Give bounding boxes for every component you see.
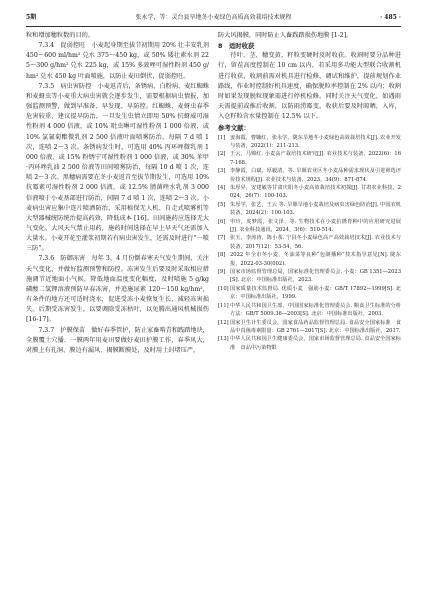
reference-number: [11] — [218, 302, 229, 309]
reference-number: [8] — [218, 252, 226, 259]
references-heading: 参考文献： — [218, 124, 250, 133]
paragraph: 7.3.5 病虫害防控 小麦返青后，条锈病、白粉病、麦红蜘蛛和麦蚜虫等小麦重大病虫害就会逐步发生，需要根据病虫情报，加强监测预警，做到早准备、早发现、早防控。红蜘蛛、麦蚜虫春季危害较重，建议提早防治，一旦发生虫情立即用 50% 抗蚜威可湿性粉剂 4 000 倍液，或 10% 吡虫啉可湿性粉剂 1 000 倍液，或 10% 氯氰菊酯微乳剂 2 500 倍液叶面喷雾防治，每隔 7 d 喷 1 次，连喷 2～3 次。条锈病发生时，可选用 40% 丙环唑微乳剂 1 000 倍液，或 15% 粉锈宁可湿性粉剂 1 000 倍液，或 30% 苯甲·丙环唑乳油 2 500 倍液等田间喷雾防治，每隔 10 d 喷 1 次，连喷 2～3 次。黑穗病需要在冬小麦返青至拔节期发生，可选用 10% 抗霉素可湿性粉剂 2 000 倍液，或 12.5% 腈菌唑水乳剂 3 000 倍液喷于小麦基部进行防治，间隔 7 d 喷 1 次，连喷 2～3 次。小麦病虫害应集中连片喷洒防治，采用植保无人机、自走式喷雾机等大型器械统防统治提高药效，降低成本 [16]。田间施药应选择无大气变化、大风天气禁止用药，施药时间选择在早上早天气还需加入大量水。小麦开花至灌浆初期若有病虫害发生，还需及时进行“一喷三防”。 — [26, 82, 209, 253]
reference-item — [218, 319, 401, 336]
reference-item — [218, 218, 401, 235]
reference-item — [218, 251, 401, 268]
running-title: 张永学，等：灵台县旱地冬小麦绿色高质高效栽培技术规程 — [135, 14, 292, 21]
reference-item — [218, 335, 401, 352]
reference-text: 朱厚学，张艺，王云 等. 旱塬旱地小麦栽培及病虫害绿色防治[J]. 中国农机装备，2024(2)：100-103. — [230, 201, 401, 217]
reference-item — [218, 134, 401, 151]
reference-text: 王云，马锦红. 小麦高产栽培技术研究[J]. 农业技术与装备，2022(6)：167-168. — [230, 151, 401, 166]
reference-text: 张玉，李涛涛，陈小茶. 宁县冬小麦绿色高产高效栽培技术[J]. 农业技术与装备，2017(12)：53-54，56. — [230, 235, 401, 250]
reference-number: [2] — [218, 151, 226, 158]
reference-number: [10] — [218, 285, 229, 292]
reference-number: [4] — [218, 185, 226, 191]
reference-item — [218, 302, 401, 319]
reference-text: 李静霞，白斌，厚毅清，等. 旱塬农业区冬小麦品种需求现状及引进筛选评价技术规程[J]. 农业技术与装备，2023，34(9)：871-874. — [230, 168, 401, 183]
reference-item — [218, 285, 401, 302]
reference-text: 姜海霞，曹镛红，张永学，陇东旱地冬小麦绿色高效栽培技术[J]. 农业开发与装备，2022(1)：211-213. — [230, 134, 401, 149]
section-heading: 8 适时收获 — [218, 42, 255, 51]
reference-text: 国家卫生计生委员会，国家食品药品监督管理总局. 食品安全国家标准 食品中真菌毒素限量：GB 2761—2017[S]. 北京：中国标准出版社，2017. — [230, 319, 401, 334]
header-rule — [26, 26, 401, 27]
reference-text: 中华人民共和国卫生健康委员会，国家市场监督管理总局. 食品安全国家标准 食品中污染物限 — [230, 336, 401, 351]
paragraph: 7.3.6 防御冻害 每年 3、4 月份倒春寒天气发生期间，关注天气变化，并做好监测预警和防控。冻害发生后要及时采取相应措施调节近地面小气候，降低地面温度变化幅度，及时喷施 5 g/kg 磷酸二氢钾溶液预防早春冻害，并追施尿素 120～150 kg/hm²，有条件的地方还可适时浇水，促进受冻小麦恢复生长，减轻冻害损失。后期受冻害发生，以要调除受冻枯叶，以免腾出通风机械损伤 [16-17]。 — [26, 255, 209, 324]
page-number: · 485 · — [380, 14, 401, 21]
reference-number: [9] — [218, 269, 226, 276]
reference-text: 2022 年全市冬小麦、冬油菜等良种“包制播种”技术指导意见[N]. 陇东报，2022-03-30(002). — [230, 252, 401, 267]
reference-text: 申玲，虎梦霞，张文泽，等. 生物技术在小麦抗锈育种中的应用研究进展[J]. 农业科技通讯，2024，3(6)：510-514. — [230, 218, 401, 234]
reference-number: [12] — [218, 319, 229, 326]
paragraph: 待叶、茎、穗变黄，籽粒变硬时及时收获。收割时要分品种进行，留茬高度控制在 10 cm 以内，若采用多功能大型联合收割机进行收获，收割前需对机具进行检修、调试和维护，提前规划作业路线，作业时控制好机具速度，确保脱粒率控制在 2% 以内；收割时如果发现脱粒现象需进行停机检修。同时关注天气变化，如遇雨天需提前或推后收割，以防雨涝霉变。收获后要及时晾晒，入库，入仓籽粒含水量控制在 12.5% 以下。 — [218, 52, 401, 121]
section-body — [218, 51, 401, 122]
reference-number: [1] — [218, 134, 226, 141]
reference-item — [218, 150, 401, 167]
running-header — [26, 12, 401, 24]
paragraph: 7.3.4 促弱控旺 小麦起身期至拔节初期用 20% 壮丰安乳剂 450～600 ml/hm² 兑水 375～450 kg，或 50% 矮壮素水剂 225～300 g/hm² 兑水 225 kg，或 15% 多效唑可湿性粉剂 450 g/hm² 兑水 450 kg 叶面喷施，以防止麦田倒伏，促弱控旺。 — [26, 42, 209, 80]
left-column — [26, 31, 209, 356]
reference-item — [218, 201, 401, 218]
reference-text: 国家质量技术监督局. 优质小麦 强筋小麦：GB/T 17892—1999[S]. 北京：中国标准出版社，1999. — [230, 285, 401, 301]
paragraph: 7.3.7 护膜保苗 做好春季管护，防止家畜啃青和践踏地块，全膜覆土穴播、一膜两年用麦田要做好麦田护膜工作，春季风大，对膜上有孔洞、膜边有漏风、揭膜断膜处，及时用土封堵压严， — [26, 326, 209, 354]
reference-number: [5] — [218, 201, 226, 208]
paragraph: 粒和增加穗粒数的目的。 — [26, 32, 95, 39]
reference-list — [218, 134, 401, 353]
reference-item — [218, 184, 401, 201]
reference-text: 中华人民共和国卫生部，中国国家标准化管理委员会. 粮食卫生标准的分析方法：GB/T 5009.36—2003[S]. 北京：中国标准出版社，2003. — [230, 302, 401, 318]
reference-text: 朱厚昇，安建敏等甘肃庆阳冬小麦高效栽培技术初探[J]. 甘肃农业科技，2024，26(7)：100-103. — [230, 185, 401, 200]
reference-text: 国家市场监督管理总局，国家标准化管理委员会. 小麦：GB 1351—2023[S]. 北京：中国标准出版社，2023. — [230, 269, 401, 284]
reference-number: [6] — [218, 218, 226, 225]
reference-number: [3] — [218, 168, 226, 175]
reference-item — [218, 167, 401, 184]
reference-number: [13] — [218, 336, 229, 343]
issue-number: 5期 — [26, 14, 37, 21]
right-column — [218, 31, 401, 352]
paragraph: 防大风揭膜，同时防止人畜践踏损伤地膜 [1-2]。 — [218, 32, 353, 39]
reference-number: [7] — [218, 235, 226, 242]
reference-item — [218, 268, 401, 285]
reference-item — [218, 234, 401, 251]
